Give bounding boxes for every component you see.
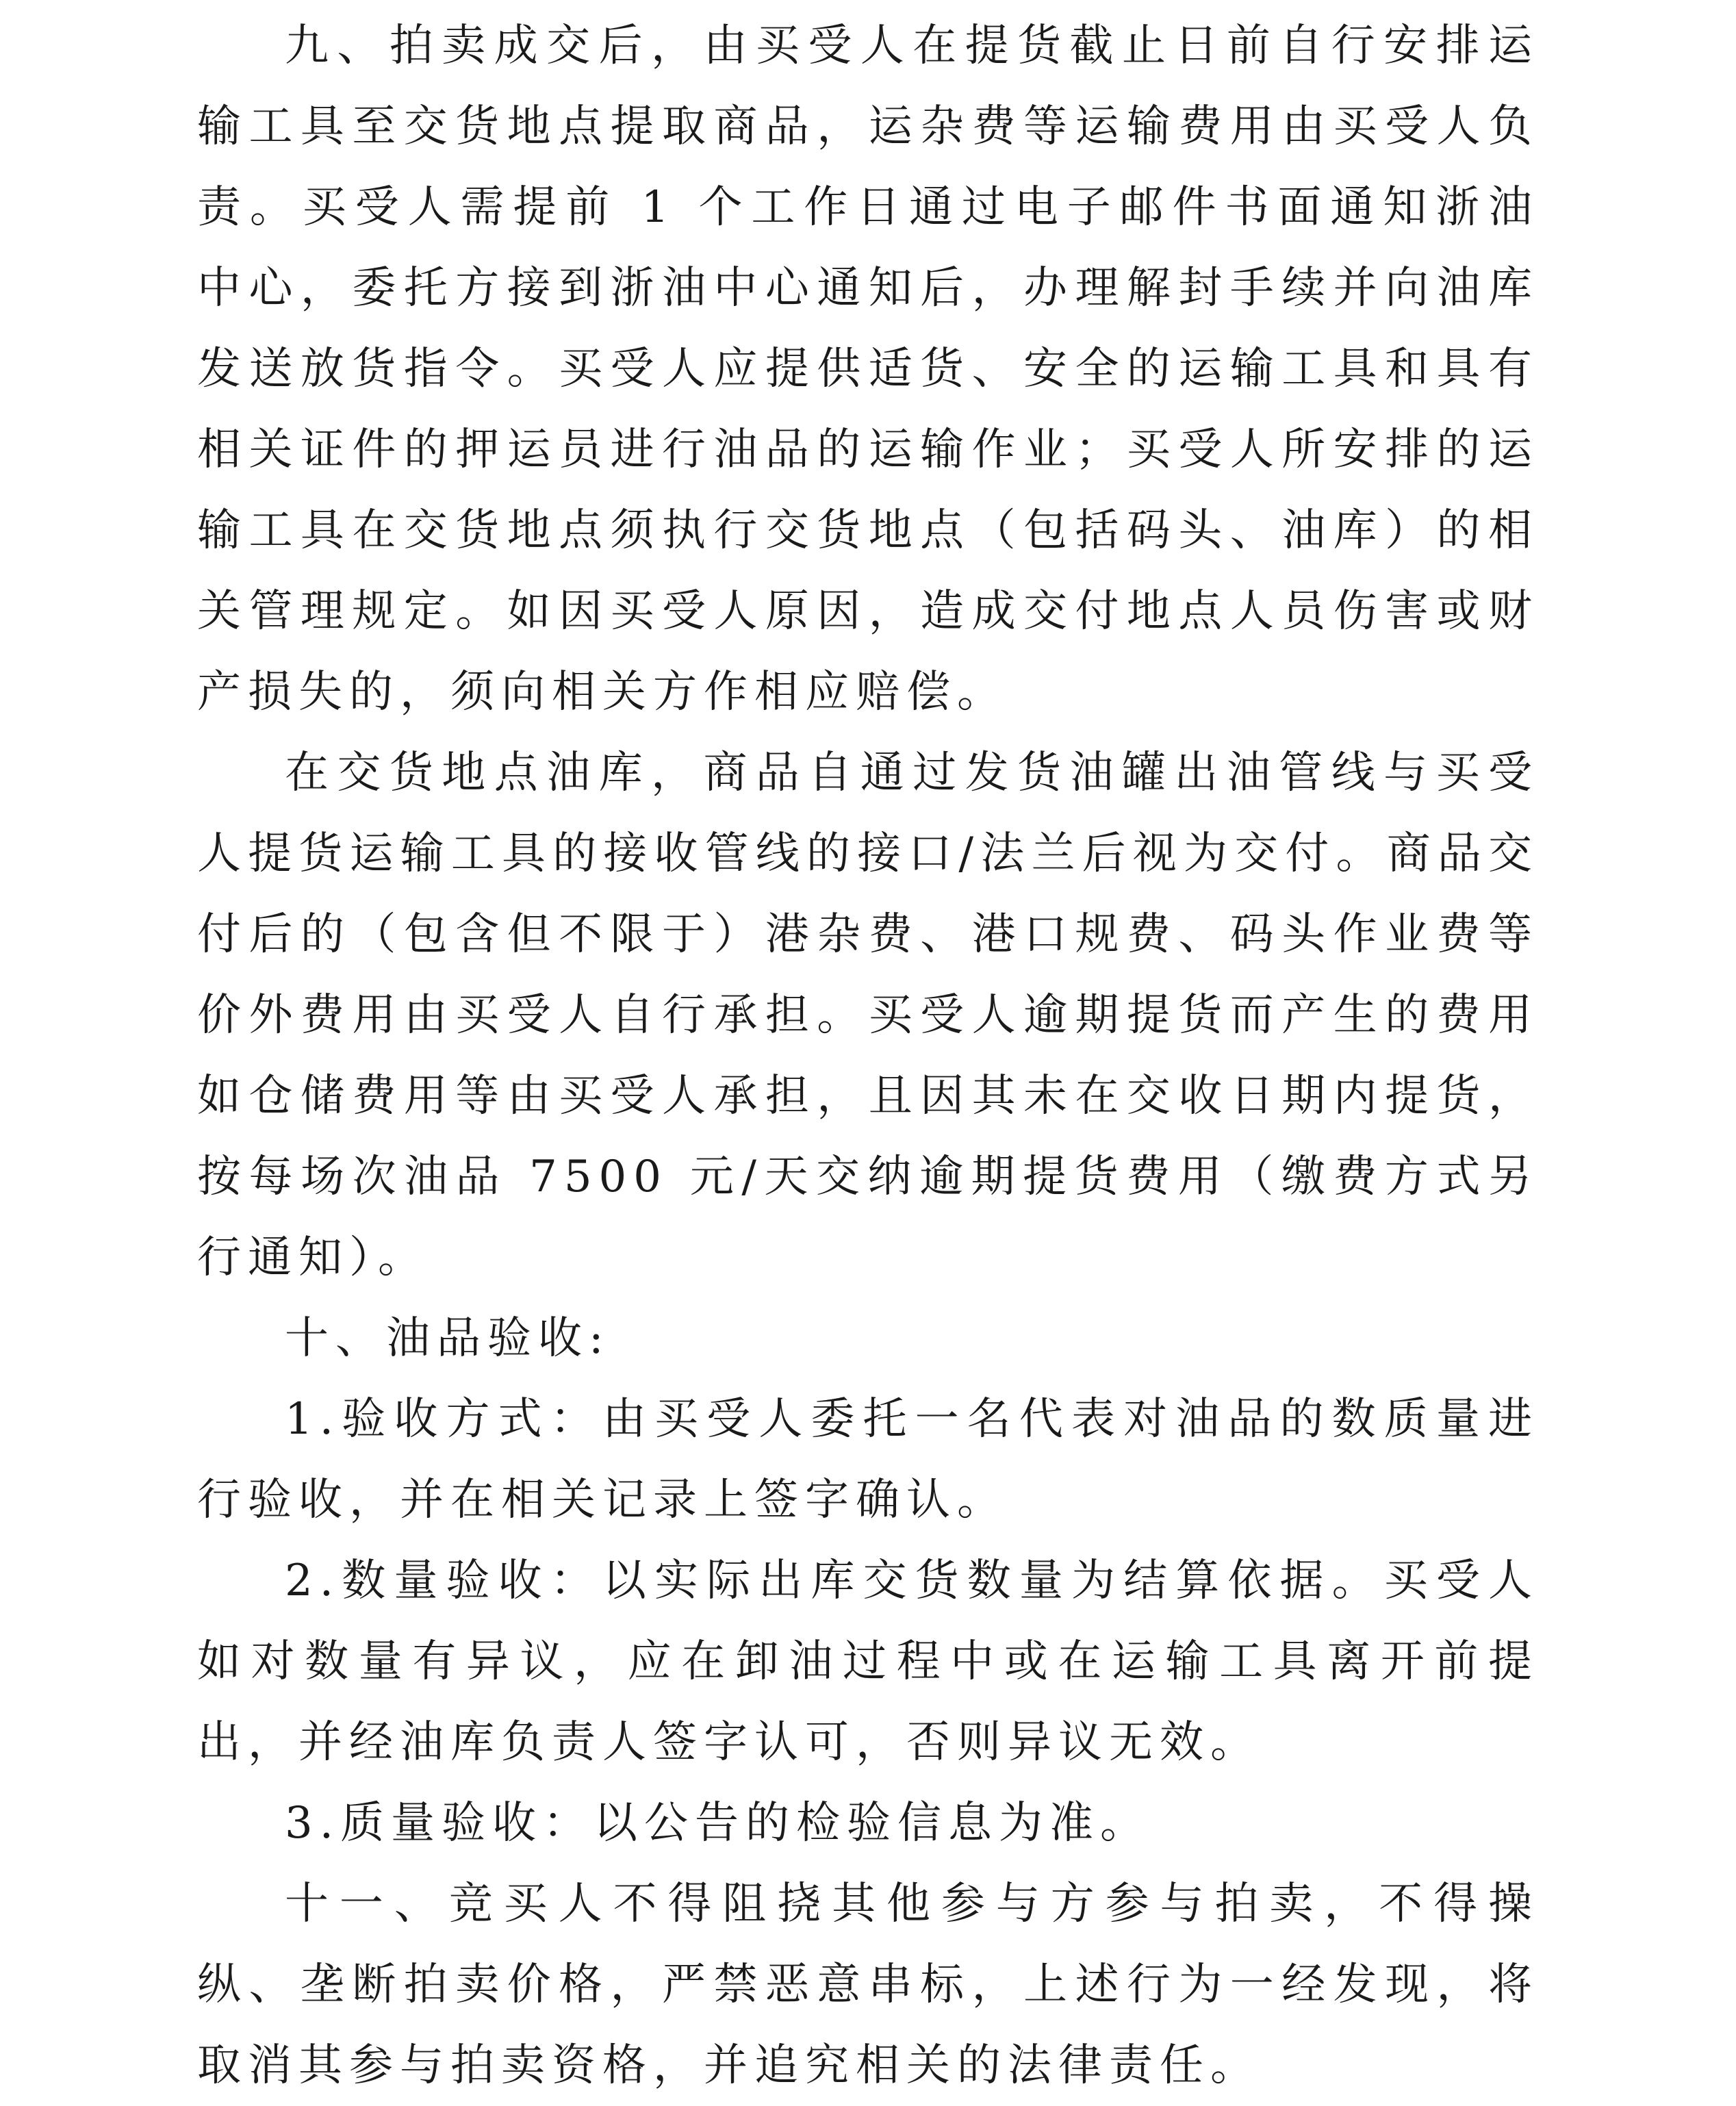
paragraph-delivery-terms: 在交货地点油库，商品自通过发货油罐出油管线与买受人提货运输工具的接收管线的接口/法兰后视为交付。商品交付后的（包含但不限于）港杂费、港口规费、码头作业费等价外费用由买受人自行承担。买受人逾期提货而产生的费用如仓储费用等由买受人承担，且因其未在交收日期内提货，按每场次油品 7500 元/天交纳逾期提货费用（缴费方式另行通知）。 bbox=[197, 748, 1539, 1283]
paragraph-quantity-inspection: 2.数量验收：以实际出库交货数量为结算依据。买受人如对数量有异议，应在卸油过程中或在运输工具离开前提出，并经油库负责人签字认可，否则异议无效。 bbox=[197, 1556, 1539, 1768]
heading-clause-10-inspection: 十、油品验收: bbox=[285, 1313, 611, 1364]
paragraph-clause-9-pickup: 九、拍卖成交后，由买受人在提货截止日前自行安排运输工具至交货地点提取商品，运杂费等运输费用由买受人负责。买受人需提前 1 个工作日通过电子邮件书面通知浙油中心，委托方接到浙油中心通知后，办理解封手续并向油库发送放货指令。买受人应提供适货、安全的运输工具和具有相关证件的押运员进行油品的运输作业；买受人所安排的运输工具在交货地点须执行交货地点（包括码头、油库）的相关管理规定。如因买受人原因，造成交付地点人员伤害或财产损失的，须向相关方作相应赔偿。 bbox=[197, 21, 1539, 718]
document-page bbox=[197, 0, 1539, 2106]
paragraph-clause-11-bidding-rules: 十一、竞买人不得阻挠其他参与方参与拍卖，不得操纵、垄断拍卖价格，严禁恶意串标，上述行为一经发现，将取消其参与拍卖资格，并追究相关的法律责任。 bbox=[197, 1879, 1539, 2091]
paragraph-inspection-method: 1.验收方式：由买受人委托一名代表对油品的数质量进行验收，并在相关记录上签字确认。 bbox=[197, 1394, 1539, 1525]
paragraph-quality-inspection: 3.质量验收：以公告的检验信息为准。 bbox=[285, 1798, 1151, 1849]
